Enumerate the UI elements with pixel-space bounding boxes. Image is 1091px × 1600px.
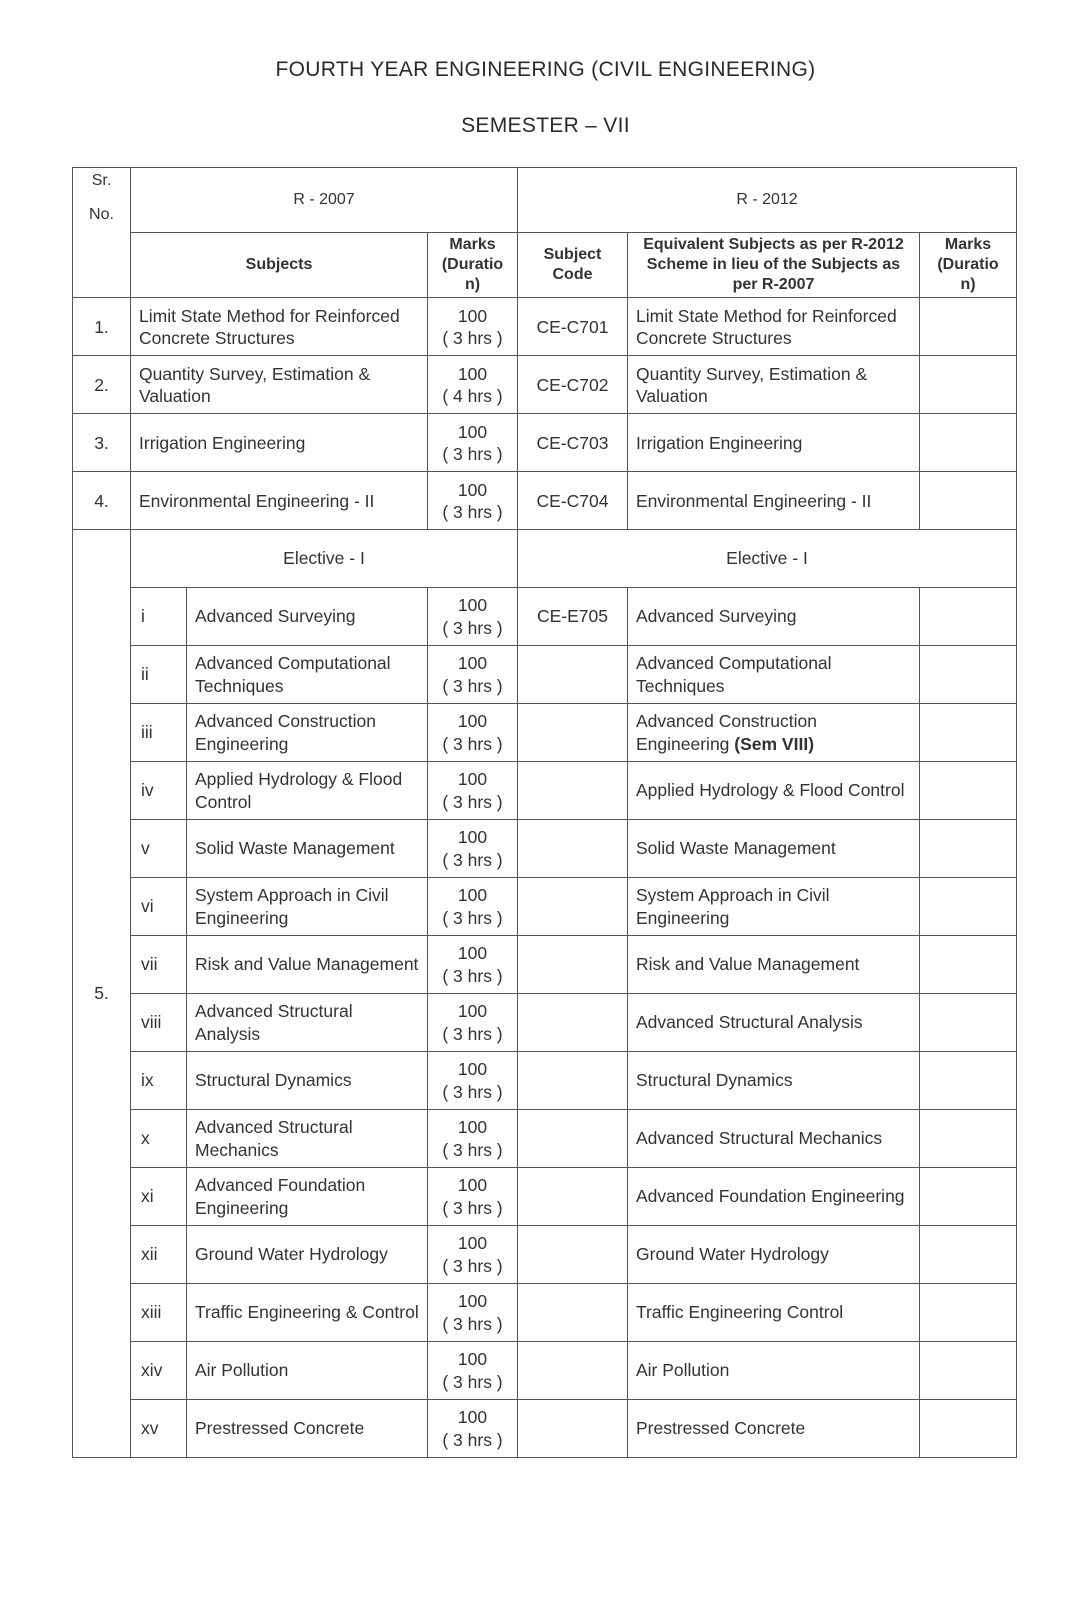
subject-code	[518, 1168, 628, 1226]
equivalent-subject: Advanced Computational Techniques	[628, 646, 920, 704]
marks-2012	[920, 994, 1017, 1052]
elective-number: xiii	[131, 1284, 187, 1342]
equivalent-subject: Advanced Construction Engineering (Sem VIII)	[628, 704, 920, 762]
marks-2007: 100 ( 3 hrs )	[428, 1342, 518, 1400]
elective-number: xiv	[131, 1342, 187, 1400]
sr-no: 5.	[73, 530, 131, 1458]
r2007-header: R - 2007	[131, 168, 518, 233]
marks-2007: 100 ( 3 hrs )	[428, 704, 518, 762]
elective-row	[73, 1226, 1017, 1284]
page-subtitle: SEMESTER – VII	[461, 114, 630, 137]
elective-row	[73, 936, 1017, 994]
equivalent-note: (Sem VIII)	[734, 733, 815, 754]
sr-no: 2.	[73, 356, 131, 414]
marks-2007: 100 ( 3 hrs )	[428, 1400, 518, 1458]
elective-row	[73, 820, 1017, 878]
table-row	[73, 414, 1017, 472]
elective-row	[73, 762, 1017, 820]
elective-header-row	[73, 530, 1017, 588]
subject-2007: System Approach in Civil Engineering	[187, 878, 428, 936]
sr-no: 4.	[73, 472, 131, 530]
subject-code-header: Subject Code	[518, 233, 628, 298]
equivalence-table	[72, 167, 1017, 1458]
marks-2012	[920, 1400, 1017, 1458]
subject-2007: Limit State Method for Reinforced Concrete Structures	[131, 298, 428, 356]
marks-2007: 100 ( 3 hrs )	[428, 936, 518, 994]
equivalent-subject: Quantity Survey, Estimation & Valuation	[628, 356, 920, 414]
subject-2007: Advanced Computational Techniques	[187, 646, 428, 704]
sr-no: 3.	[73, 414, 131, 472]
equivalent-subject: Environmental Engineering - II	[628, 472, 920, 530]
elective-row	[73, 1168, 1017, 1226]
equivalent-subject: Prestressed Concrete	[628, 1400, 920, 1458]
subject-2007: Air Pollution	[187, 1342, 428, 1400]
subject-code	[518, 936, 628, 994]
subject-2007: Structural Dynamics	[187, 1052, 428, 1110]
elective-row	[73, 1400, 1017, 1458]
elective-row	[73, 588, 1017, 646]
subject-code	[518, 994, 628, 1052]
subject-2007: Ground Water Hydrology	[187, 1226, 428, 1284]
header-row-1	[73, 168, 1017, 233]
subject-2007: Quantity Survey, Estimation & Valuation	[131, 356, 428, 414]
subject-2007: Environmental Engineering - II	[131, 472, 428, 530]
subject-code	[518, 646, 628, 704]
marks-2012	[920, 704, 1017, 762]
elective-number: ix	[131, 1052, 187, 1110]
elective-number: vi	[131, 878, 187, 936]
equivalent-header: Equivalent Subjects as per R-2012 Scheme in lieu of the Subjects as per R-2007	[628, 233, 920, 298]
elective-number: i	[131, 588, 187, 646]
elective-number: v	[131, 820, 187, 878]
elective-number: x	[131, 1110, 187, 1168]
marks-2007: 100 ( 3 hrs )	[428, 878, 518, 936]
elective-row	[73, 994, 1017, 1052]
r2012-header: R - 2012	[518, 168, 1017, 233]
elective-label-2012: Elective - I	[518, 530, 1017, 588]
subject-2007: Advanced Structural Mechanics	[187, 1110, 428, 1168]
subject-2007: Advanced Foundation Engineering	[187, 1168, 428, 1226]
marks-2007: 100 ( 3 hrs )	[428, 1168, 518, 1226]
elective-row	[73, 1284, 1017, 1342]
marks-2012	[920, 878, 1017, 936]
subject-code: CE-C701	[518, 298, 628, 356]
equivalent-subject: System Approach in Civil Engineering	[628, 878, 920, 936]
subject-2007: Solid Waste Management	[187, 820, 428, 878]
marks-2007: 100 ( 3 hrs )	[428, 1284, 518, 1342]
subject-code	[518, 1284, 628, 1342]
equivalent-subject: Applied Hydrology & Flood Control	[628, 762, 920, 820]
subject-code	[518, 1052, 628, 1110]
marks-2007: 100 ( 3 hrs )	[428, 646, 518, 704]
subject-code	[518, 704, 628, 762]
marks-2012	[920, 820, 1017, 878]
marks-2007: 100 ( 3 hrs )	[428, 414, 518, 472]
subject-2007: Prestressed Concrete	[187, 1400, 428, 1458]
marks-2007: 100 ( 3 hrs )	[428, 994, 518, 1052]
marks-2007: 100 ( 3 hrs )	[428, 472, 518, 530]
subject-code	[518, 1400, 628, 1458]
subject-2007: Applied Hydrology & Flood Control	[187, 762, 428, 820]
subject-2007: Advanced Surveying	[187, 588, 428, 646]
marks-2012	[920, 646, 1017, 704]
elective-number: vii	[131, 936, 187, 994]
marks-2012	[920, 936, 1017, 994]
marks-2012	[920, 472, 1017, 530]
subject-code: CE-C702	[518, 356, 628, 414]
subject-2007: Advanced Construction Engineering	[187, 704, 428, 762]
equivalent-subject: Advanced Foundation Engineering	[628, 1168, 920, 1226]
elective-number: viii	[131, 994, 187, 1052]
marks-2012	[920, 588, 1017, 646]
equivalent-subject: Air Pollution	[628, 1342, 920, 1400]
subject-2007: Traffic Engineering & Control	[187, 1284, 428, 1342]
marks-2007: 100 ( 4 hrs )	[428, 356, 518, 414]
marks2-header: Marks (Duratio n)	[920, 233, 1017, 298]
equivalent-subject: Ground Water Hydrology	[628, 1226, 920, 1284]
elective-row	[73, 878, 1017, 936]
subject-code: CE-C704	[518, 472, 628, 530]
subject-2007: Irrigation Engineering	[131, 414, 428, 472]
marks-2007: 100 ( 3 hrs )	[428, 1110, 518, 1168]
equivalent-subject: Limit State Method for Reinforced Concrete Structures	[628, 298, 920, 356]
marks-2012	[920, 762, 1017, 820]
subject-code	[518, 820, 628, 878]
elective-number: xv	[131, 1400, 187, 1458]
elective-row	[73, 646, 1017, 704]
marks-2012	[920, 1052, 1017, 1110]
equivalent-subject: Advanced Structural Mechanics	[628, 1110, 920, 1168]
marks-2007: 100 ( 3 hrs )	[428, 588, 518, 646]
header-row-2	[73, 233, 1017, 298]
elective-number: iii	[131, 704, 187, 762]
subject-2007: Risk and Value Management	[187, 936, 428, 994]
table-row	[73, 356, 1017, 414]
subject-code	[518, 878, 628, 936]
elective-row	[73, 1342, 1017, 1400]
marks-2012	[920, 1110, 1017, 1168]
marks-2012	[920, 1342, 1017, 1400]
subject-code	[518, 1110, 628, 1168]
elective-number: ii	[131, 646, 187, 704]
subject-code	[518, 1342, 628, 1400]
elective-number: iv	[131, 762, 187, 820]
marks-2012	[920, 1284, 1017, 1342]
elective-number: xii	[131, 1226, 187, 1284]
page-title: FOURTH YEAR ENGINEERING (CIVIL ENGINEERING)	[275, 58, 816, 81]
equivalent-subject: Traffic Engineering Control	[628, 1284, 920, 1342]
marks-2007: 100 ( 3 hrs )	[428, 762, 518, 820]
equivalent-subject: Irrigation Engineering	[628, 414, 920, 472]
subject-code	[518, 1226, 628, 1284]
marks-2007: 100 ( 3 hrs )	[428, 298, 518, 356]
marks-2012	[920, 356, 1017, 414]
table-row	[73, 298, 1017, 356]
subject-code: CE-E705	[518, 588, 628, 646]
marks-2012	[920, 1168, 1017, 1226]
elective-number: xi	[131, 1168, 187, 1226]
elective-row	[73, 1052, 1017, 1110]
marks-2007: 100 ( 3 hrs )	[428, 820, 518, 878]
equivalent-subject: Solid Waste Management	[628, 820, 920, 878]
marks-header: Marks (Duratio n)	[428, 233, 518, 298]
marks-2012	[920, 298, 1017, 356]
subjects-header: Subjects	[131, 233, 428, 298]
elective-row	[73, 704, 1017, 762]
table-row	[73, 472, 1017, 530]
marks-2012	[920, 414, 1017, 472]
marks-2007: 100 ( 3 hrs )	[428, 1052, 518, 1110]
equivalent-subject: Advanced Structural Analysis	[628, 994, 920, 1052]
equivalent-subject: Risk and Value Management	[628, 936, 920, 994]
subject-2007: Advanced Structural Analysis	[187, 994, 428, 1052]
sr-no: 1.	[73, 298, 131, 356]
subject-code: CE-C703	[518, 414, 628, 472]
equivalent-subject: Advanced Surveying	[628, 588, 920, 646]
equivalent-subject: Structural Dynamics	[628, 1052, 920, 1110]
sr-no-header: Sr. No.	[73, 168, 131, 298]
elective-label-2007: Elective - I	[131, 530, 518, 588]
elective-row	[73, 1110, 1017, 1168]
subject-code	[518, 762, 628, 820]
marks-2012	[920, 1226, 1017, 1284]
marks-2007: 100 ( 3 hrs )	[428, 1226, 518, 1284]
